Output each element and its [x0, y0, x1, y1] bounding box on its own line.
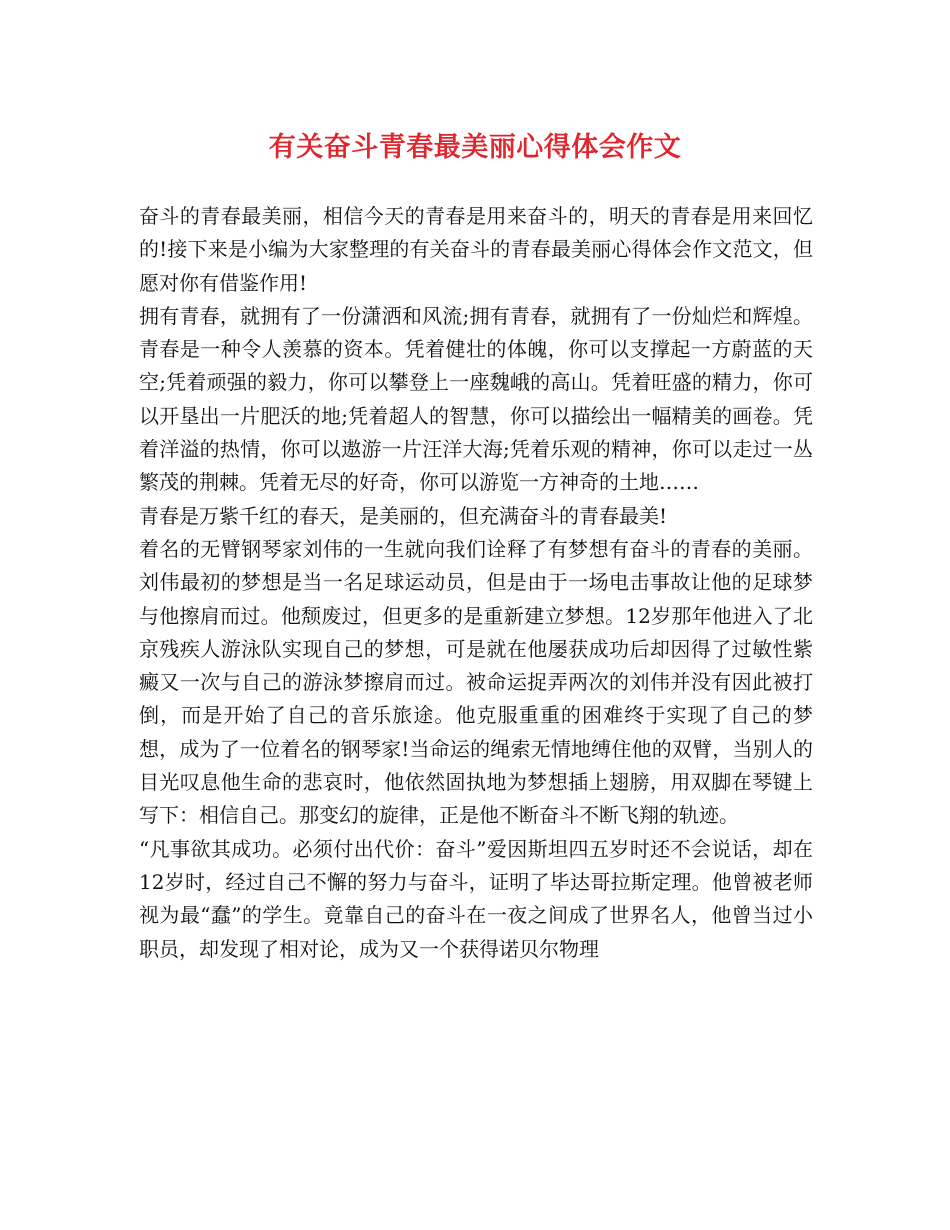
- paragraph-intro: 奋斗的青春最美丽，相信今天的青春是用来奋斗的，明天的青春是用来回忆的!接下来是小编为大家整理的有关奋斗的青春最美丽心得体会作文范文，但愿对你有借鉴作用!: [139, 204, 813, 295]
- document-title: 有关奋斗青春最美丽心得体会作文: [268, 132, 682, 163]
- paragraph-einstein: “凡事欲其成功。必须付出代价：奋斗”爱因斯坦四五岁时还不会说话，却在12岁时，经过自己不懈的努力与奋斗，证明了毕达哥拉斯定理。他曾被老师视为最“蠢”的学生。竟靠自己的奋斗在一夜之间成了世界名人，他曾当过小职员，却发现了相对论，成为又一个获得诺贝尔物理: [139, 836, 813, 961]
- paragraph-liu-wei: 着名的无臂钢琴家刘伟的一生就向我们诠释了有梦想有奋斗的青春的美丽。刘伟最初的梦想是当一名足球运动员，但是由于一场电击事故让他的足球梦与他擦肩而过。他颓废过，但更多的是重新建立梦想。12岁那年他进入了北京残疾人游泳队实现自己的梦想，可是就在他屡获成功后却因得了过敏性紫癜又一次与自己的游泳梦擦肩而过。被命运捉弄两次的刘伟并没有因此被打倒，而是开始了自己的音乐旅途。他克服重重的困难终于实现了自己的梦想，成为了一位着名的钢琴家!当命运的绳索无情地缚住他的双臂，当别人的目光叹息他生命的悲哀时，他依然固执地为梦想插上翅膀，用双脚在琴键上写下：相信自己。那变幻的旋律，正是他不断奋斗不断飞翔的轨迹。: [139, 536, 813, 828]
- paragraph-spring: 青春是万紫千红的春天，是美丽的，但充满奋斗的青春最美!: [139, 503, 668, 528]
- paragraph-youth: 拥有青春，就拥有了一份潇洒和风流;拥有青春，就拥有了一份灿烂和辉煌。青春是一种令人羡慕的资本。凭着健壮的体魄，你可以支撑起一方蔚蓝的天空;凭着顽强的毅力，你可以攀登上一座魏峨的高山。凭着旺盛的精力，你可以开垦出一片肥沃的地;凭着超人的智慧，你可以描绘出一幅精美的画卷。凭着洋溢的热情，你可以遨游一片汪洋大海;凭着乐观的精神，你可以走过一丛繁茂的荆棘。凭着无尽的好奇，你可以游览一方神奇的土地……: [139, 303, 813, 495]
- document-body: [139, 200, 813, 966]
